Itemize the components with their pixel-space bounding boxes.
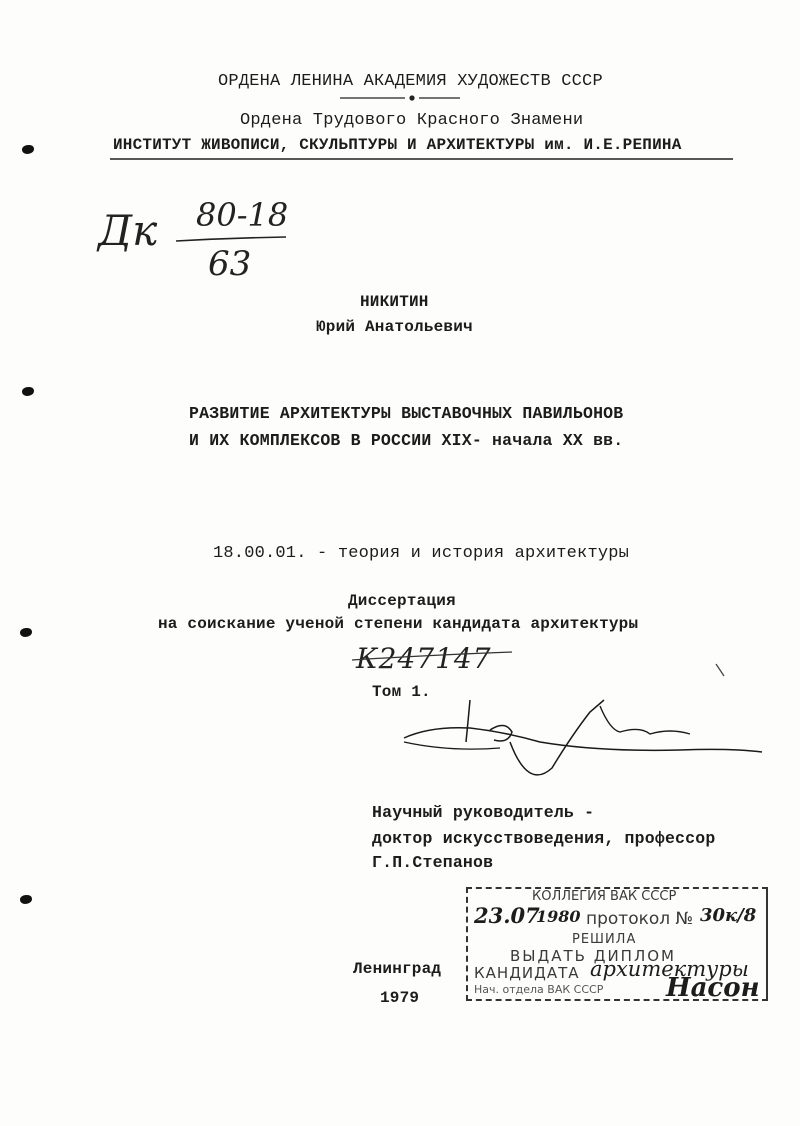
inventory-number: К247147 bbox=[356, 642, 492, 675]
work-type: Диссертация bbox=[348, 592, 456, 610]
volume-label: Том 1. bbox=[372, 683, 431, 701]
stamp-protocol-number: 30к/8 bbox=[700, 905, 757, 926]
institute-name: ИНСТИТУТ ЖИВОПИСИ, СКУЛЬПТУРЫ И АРХИТЕКТУРЫ им. И.Е.РЕПИНА bbox=[113, 136, 682, 154]
academy-title: ОРДЕНА ЛЕНИНА АКАДЕМИЯ ХУДОЖЕСТВ СССР bbox=[218, 72, 603, 91]
author-given-names: Юрий Анатольевич bbox=[316, 318, 473, 336]
stamp-footer: Нач. отдела ВАК СССР bbox=[474, 983, 604, 996]
dissertation-title-line-1: РАЗВИТИЕ АРХИТЕКТУРЫ ВЫСТАВОЧНЫХ ПАВИЛЬОНОВ bbox=[189, 404, 624, 423]
supervisor-degree: доктор искусствоведения, профессор bbox=[372, 829, 716, 848]
catalog-mark-prefix: Дк bbox=[98, 206, 158, 255]
stamp-signature: Насон bbox=[666, 973, 760, 1003]
vak-stamp bbox=[466, 887, 770, 1005]
degree-sought: на соискание ученой степени кандидата архитектуры bbox=[158, 615, 639, 633]
catalog-mark-numerator: 80-18 bbox=[196, 196, 289, 234]
stamp-organization: КОЛЛЕГИЯ ВАК СССР bbox=[532, 889, 677, 904]
order-line: Ордена Трудового Красного Знамени bbox=[240, 111, 584, 130]
dissertation-title-line-2: И ИХ КОМПЛЕКСОВ В РОССИИ XIX- начала XX вв. bbox=[189, 431, 624, 450]
supervisor-name: Г.П.Степанов bbox=[372, 853, 494, 872]
stamp-candidate: КАНДИДАТА bbox=[474, 964, 580, 982]
author-surname: НИКИТИН bbox=[360, 293, 429, 311]
stamp-protocol-label: протокол № bbox=[586, 909, 694, 929]
binding-hole-mark bbox=[20, 895, 32, 904]
catalog-mark-denominator: 63 bbox=[208, 244, 252, 284]
stamp-field: архитектуры bbox=[590, 957, 749, 981]
city: Ленинград bbox=[353, 960, 442, 978]
specialty-code: 18.00.01. - теория и история архитектуры bbox=[213, 544, 630, 563]
supervisor-role: Научный руководитель - bbox=[372, 803, 595, 822]
stamp-date: 23.07 bbox=[474, 903, 540, 928]
year: 1979 bbox=[380, 989, 420, 1007]
stamp-year: 1980 bbox=[536, 907, 581, 926]
stamp-decided: РЕШИЛА bbox=[572, 932, 637, 947]
stamp-issue-diploma: ВЫДАТЬ ДИПЛОМ bbox=[510, 947, 676, 965]
